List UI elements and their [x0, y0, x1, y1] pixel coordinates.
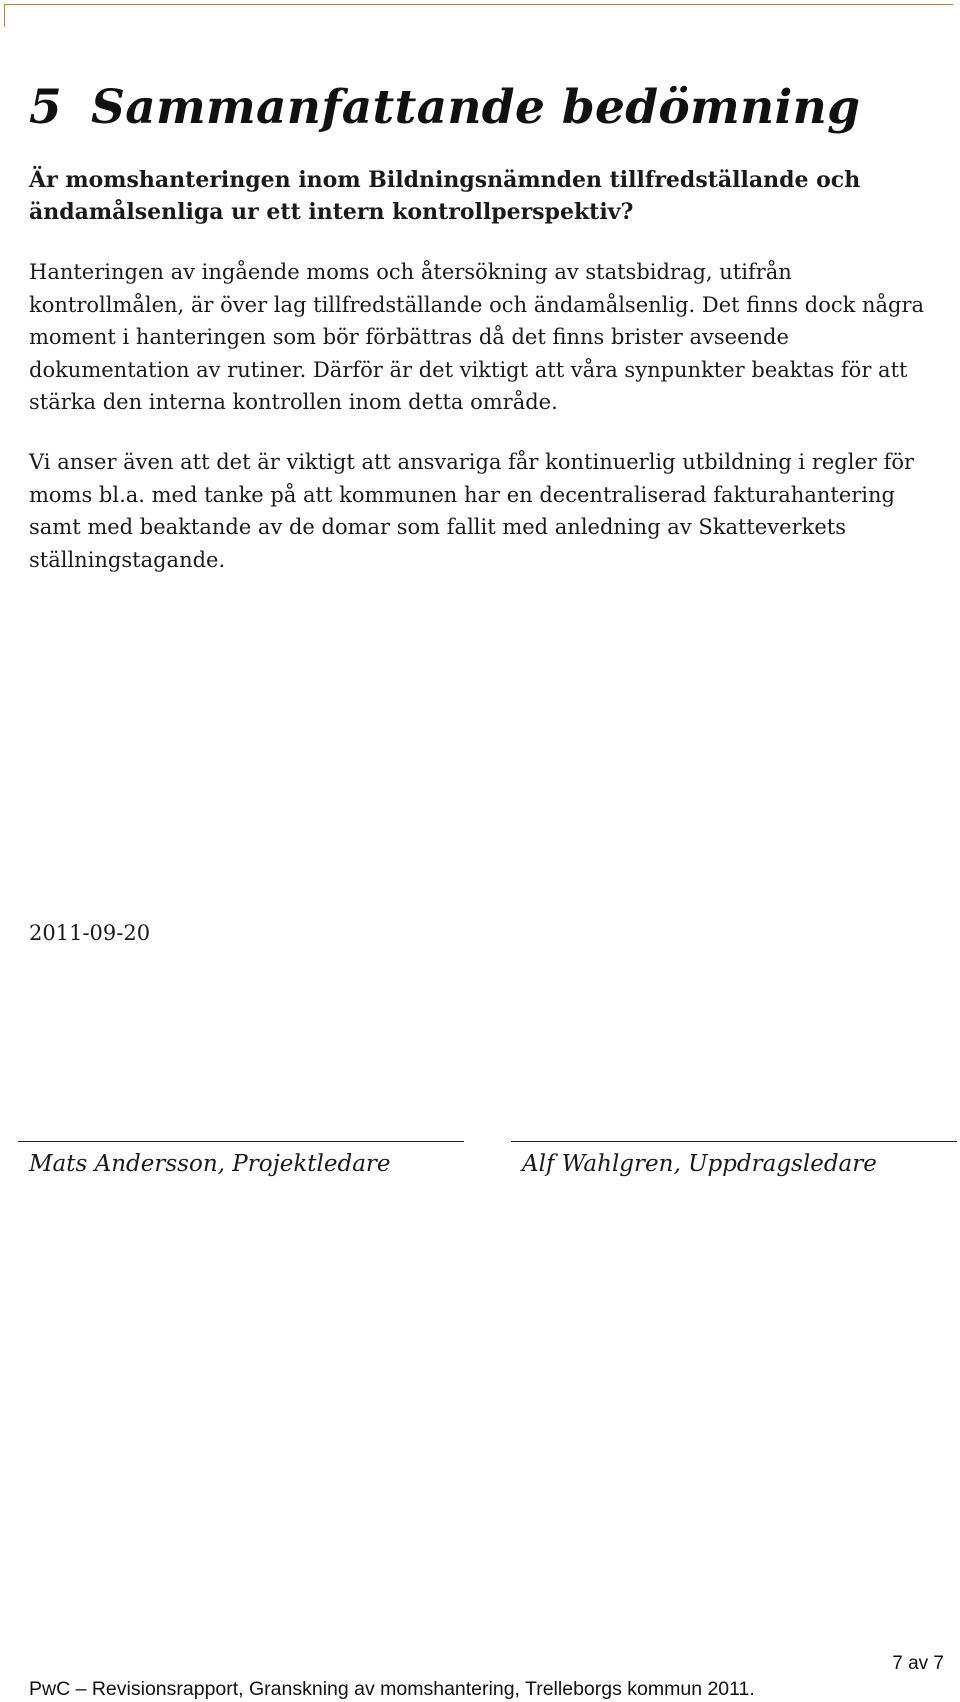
assessment-question: Är momshanteringen inom Bildningsnämnden tillfredställande och ändamålsenliga ur ett intern kontrollperspektiv?	[29, 167, 861, 225]
section-number: 5	[29, 80, 63, 135]
footer-text: PwC – Revisionsrapport, Granskning av momshantering, Trelleborgs kommun 2011.	[29, 1678, 755, 1700]
section-heading	[29, 78, 860, 138]
summary-paragraph-2: Vi anser även att det är viktigt att ansvariga får kontinuerlig utbildning i regler för moms bl.a. med tanke på att kommunen har en decentraliserad fakturahantering samt med beaktande av de domar som fallit med anledning av Skatteverkets ställningstagande.	[29, 450, 915, 572]
signature-line-1	[18, 1141, 464, 1142]
report-date: 2011-09-20	[29, 921, 151, 945]
signature-line-2	[511, 1141, 957, 1142]
page-corner-border	[4, 4, 953, 27]
section-title: Sammanfattande bedömning	[91, 80, 861, 135]
page-number: 7 av 7	[892, 1653, 944, 1674]
signature-name-2: Alf Wahlgren, Uppdragsledare	[522, 1151, 877, 1177]
summary-paragraph-1: Hanteringen av ingående moms och återsökning av statsbidrag, utifrån kontrollmålen, är över lag tillfredställande och ändamålsenlig. Det finns dock några moment i hanteringen som bör förbättras då det finns brister avseende dokumentation av rutiner. Därför är det viktigt att våra synpunkter beaktas för att stärka den interna kontrollen inom detta område.	[29, 260, 925, 414]
signature-name-1: Mats Andersson, Projektledare	[29, 1151, 391, 1177]
